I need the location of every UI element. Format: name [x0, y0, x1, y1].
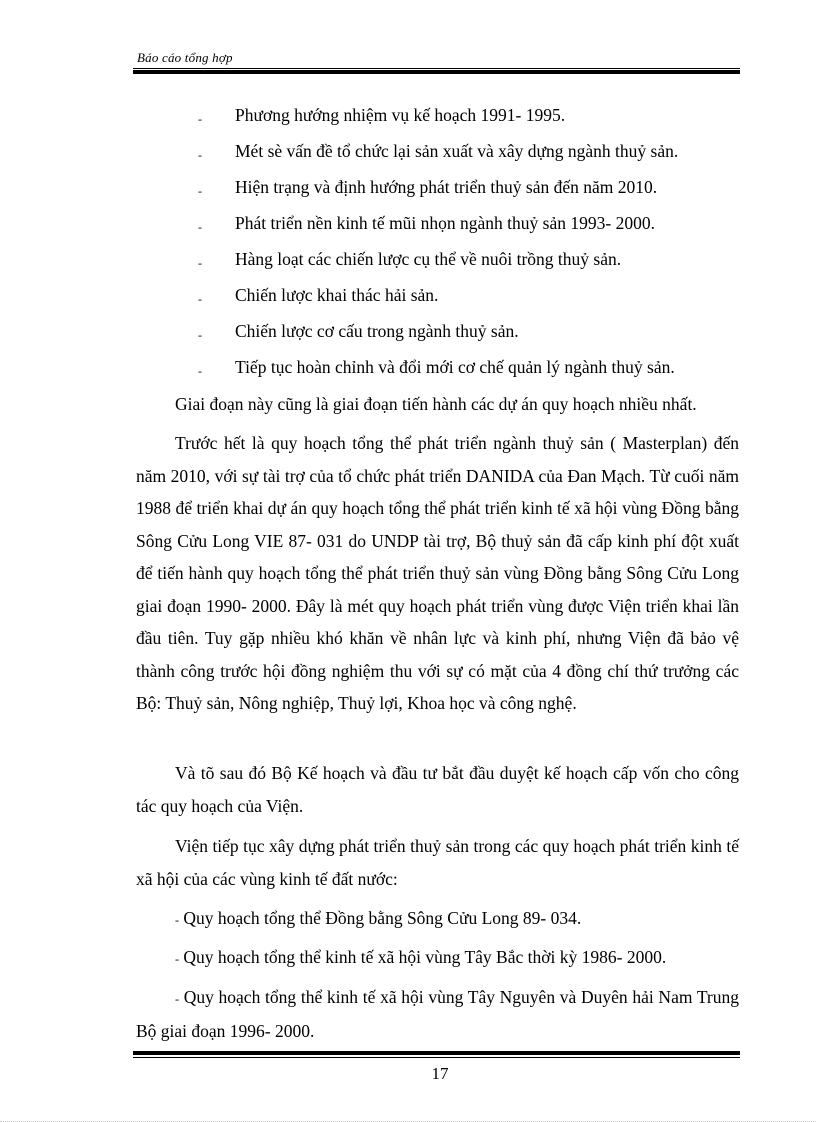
- list-item: [0, 241, 816, 277]
- list-item: [136, 941, 739, 975]
- bullet-marker: -: [198, 328, 202, 342]
- list-item-text: Quy hoạch tổng thể Đồng bằng Sông Cửu Long 89- 034.: [183, 908, 582, 928]
- bullet-marker: -: [175, 913, 179, 927]
- list-item: [0, 277, 816, 313]
- list-item: [136, 902, 739, 936]
- bullet-marker: -: [175, 992, 179, 1006]
- list-item-text: Chiến lược khai thác hải sản.: [235, 285, 439, 305]
- bullet-marker: -: [198, 220, 202, 234]
- bullet-marker: -: [198, 364, 202, 378]
- list-item-text: Mét sè vấn đề tổ chức lại sản xuất và xây dựng ngành thuỷ sản.: [235, 141, 679, 161]
- bullet-marker: -: [198, 256, 202, 270]
- list-item: [0, 349, 816, 385]
- bullet-marker: -: [175, 952, 179, 966]
- list-item: [0, 133, 816, 169]
- list-item: [0, 205, 816, 241]
- header-rule-thin: [133, 68, 740, 69]
- paragraph-project-period: Giai đoạn này cũng là giai đoạn tiến hành các dự án quy hoạch nhiều nhất.: [175, 394, 697, 414]
- bullet-marker: -: [198, 112, 202, 126]
- list-item: [0, 313, 816, 349]
- list-item: [136, 981, 739, 1047]
- bullet-marker: -: [198, 184, 202, 198]
- paragraph-regional-plans: Viện tiếp tục xây dựng phát triển thuỷ sản trong các quy hoạch phát triển kinh tế xã hội của các vùng kinh tế đất nước:: [136, 836, 739, 889]
- list-item-text: Quy hoạch tổng thể kinh tế xã hội vùng Tây Bắc thời kỳ 1986- 2000.: [183, 947, 667, 967]
- page-edge-divider: [0, 1121, 816, 1122]
- list-item-text: Hiện trạng và định hướng phát triển thuỷ sản đến năm 2010.: [235, 177, 658, 197]
- page-number: 17: [431, 1064, 449, 1083]
- page-header-title: Báo cáo tổng hợp: [137, 50, 233, 65]
- list-item-text: Chiến lược cơ cấu trong ngành thuỷ sản.: [235, 321, 519, 341]
- list-item-text: Phương hướng nhiệm vụ kế hoạch 1991- 1995.: [235, 105, 566, 125]
- paragraph-masterplan: Trước hết là quy hoạch tổng thể phát triển ngành thuỷ sản ( Masterplan) đến năm 2010, với sự tài trợ của tổ chức phát triển DANIDA của Đan Mạch. Từ cuối năm 1988 để triển khai dự án quy hoạch tổng thể phát triển kinh tế xã hội vùng Đồng bằng Sông Cửu Long VIE 87- 031 do UNDP tài trợ, Bộ thuỷ sản đã cấp kinh phí đột xuất để tiến hành quy hoạch tổng thể phát triển thuỷ sản vùng Đồng bằng Sông Cửu Long giai đoạn 1990- 2000. Đây là mét quy hoạch phát triển vùng được Viện triển khai lần đầu tiên. Tuy gặp nhiều khó khăn về nhân lực và kinh phí, nhưng Viện đã bảo vệ thành công trước hội đồng nghiệm thu với sự có mặt của 4 đồng chí thứ trưởng các Bộ: Thuỷ sản, Nông nghiệp, Thuỷ lợi, Khoa học và công nghệ.: [136, 433, 739, 713]
- list-item: [0, 97, 816, 133]
- list-item-text: Quy hoạch tổng thể kinh tế xã hội vùng Tây Nguyên và Duyên hải Nam Trung Bộ giai đoạn 1996- 2000.: [136, 987, 739, 1041]
- list-item-text: Hàng loạt các chiến lược cụ thể về nuôi trồng thuỷ sản.: [235, 249, 622, 269]
- bullet-marker: -: [198, 148, 202, 162]
- footer-rule-thin: [133, 1057, 740, 1058]
- list-item-text: Phát triển nền kinh tế mũi nhọn ngành thuỷ sản 1993- 2000.: [235, 213, 655, 233]
- header-rule-thick: [133, 70, 740, 74]
- paragraph-funding: Và tõ sau đó Bộ Kế hoạch và đầu tư bắt đầu duyệt kế hoạch cấp vốn cho công tác quy hoạch của Viện.: [136, 763, 739, 816]
- footer-rule-thick: [133, 1051, 740, 1055]
- bullet-marker: -: [198, 292, 202, 306]
- list-item-text: Tiếp tục hoàn chỉnh và đổi mới cơ chế quản lý ngành thuỷ sản.: [235, 357, 675, 377]
- list-item: [0, 169, 816, 205]
